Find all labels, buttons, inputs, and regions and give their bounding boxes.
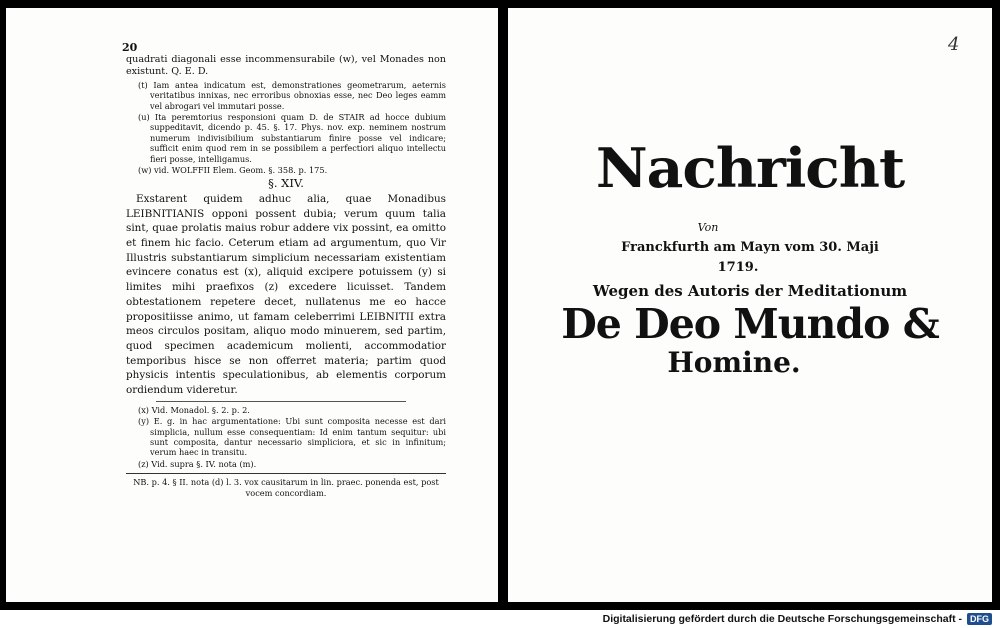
footnote-u: (u) Ita peremtorius responsioni quam D. de STAIR ad hocce dubium suppeditavit, dicendo p. 45. §. 17. Phys. nov. exp. neminem nostrum numerum indivisibilium substantiarum finire posse vel indicare; sufficit enim quod rem in se possibilem a perfectiori aliquo intellectu fieri posse, intelligamus. bbox=[138, 112, 446, 164]
footnote-rule bbox=[156, 401, 406, 402]
footnote-z: (z) Vid. supra §. IV. nota (m). bbox=[138, 458, 257, 469]
page-mark: 4 bbox=[948, 34, 960, 55]
title-nachricht: Nachricht bbox=[595, 136, 905, 200]
footnote-t: (t) Iam antea indicatum est, demonstrationes geometrarum, aeternis veritatibus innixas, nec erroribus obnoxias esse, nec Deo leges eamm vel abrogari vel immutari posse. bbox=[138, 79, 446, 111]
big-title-line-2: Homine. bbox=[667, 346, 801, 379]
intro-text: quadrati diagonali esse incommensurabile (w), vel Monades non existunt. Q. E. D. bbox=[126, 54, 446, 78]
dfg-logo: DFG bbox=[967, 613, 992, 625]
big-title-line-1: De Deo Mundo & bbox=[561, 300, 939, 348]
book-gutter bbox=[498, 0, 508, 610]
wegen-line: Wegen des Autoris der Meditationum bbox=[592, 282, 908, 300]
errata-note: NB. p. 4. § II. nota (d) l. 3. vox causitarum in lin. praec. ponenda est, post vocem concordiam. bbox=[126, 473, 446, 499]
body-text: Exstarent quidem adhuc alia, quae Monadibus LEIBNITIANIS opponi possent dubia; verum quum talia sint, quae prolatis maius robur addere vix possint, ea omitto et finem hic facio. Ceterum etiam ad argumentum, quo Vir Illustris substantiarum simplicium necessariam existentiam evincere conatus est (x), aliquid excipere potuissem (y) si limites mihi praefixos (z) excedere licuisset. Tandem obtestationem repetere decet, nullatenus me eo hacce propositiisse animo, ut famam celeberrimi LEIBNITII extra meos circulos positam, aliquo modo minuerem, sed partim, quod specimen academicum molienti, accommodatior temporibus hisce se non offerret materia; partim quod physicis intentis speculationibus, ab elementis corporum ordiendum videretur. bbox=[126, 192, 446, 397]
credit-text: Digitalisierung gefördert durch die Deutsche Forschungsgemeinschaft - bbox=[602, 613, 962, 625]
footnote-y: (y) E. g. in hac argumentatione: Ubi sunt composita necesse est dari simplicia, nullum esse consequentiam: Id enim tantum sequitur: ubi sunt composita, dantur necessario simpliciora, et sic in infinitum; verum haec in transitu. bbox=[138, 416, 446, 458]
right-page bbox=[508, 8, 992, 602]
page-number: 20 bbox=[122, 41, 138, 54]
von-line: Von bbox=[697, 221, 719, 234]
dfg-credit-bar bbox=[603, 611, 992, 627]
footnote-x: (x) Vid. Monadol. §. 2. p. 2. bbox=[138, 404, 250, 415]
place-date-line: Franckfurth am Mayn vom 30. Maji bbox=[621, 240, 879, 255]
footnote-w: (w) vid. WOLFFII Elem. Geom. §. 358. p. 175. bbox=[138, 165, 328, 176]
left-page bbox=[6, 8, 498, 602]
left-page-content bbox=[122, 41, 446, 499]
year-line: 1719. bbox=[717, 260, 759, 275]
section-heading: §. XIV. bbox=[268, 176, 304, 191]
